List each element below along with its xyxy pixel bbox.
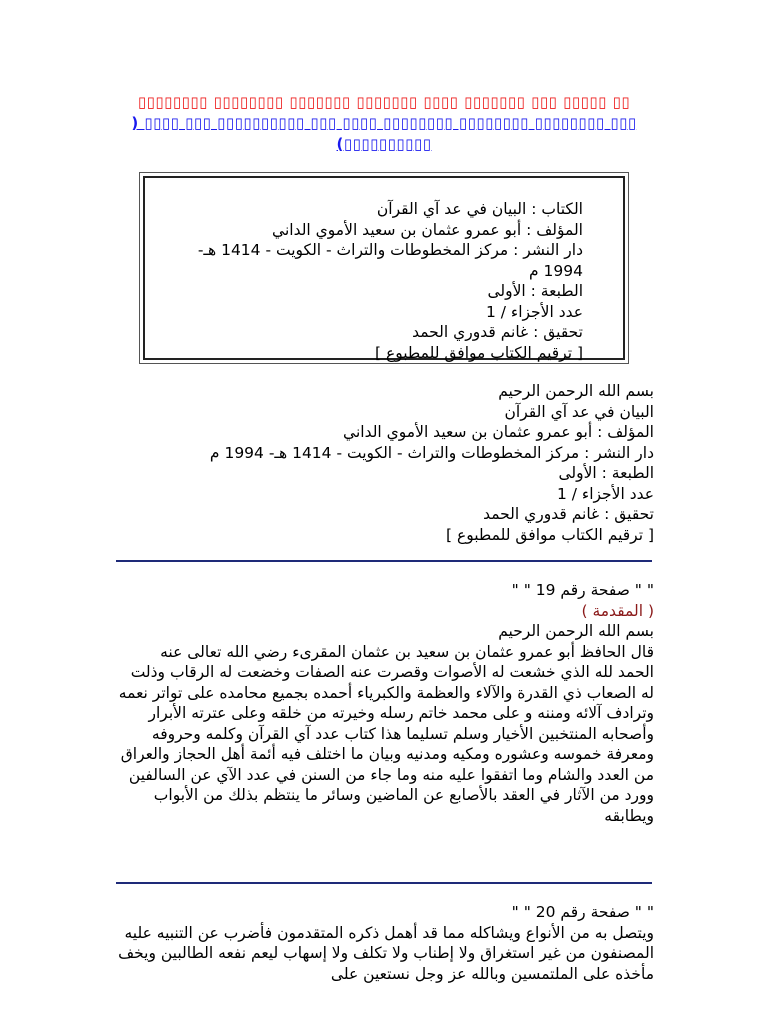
book-info-box xyxy=(139,172,629,364)
header-link-line-2[interactable]: (▯▯▯▯▯▯▯▯▯▯ xyxy=(336,135,432,153)
header-link-line-1[interactable]: ) ▯▯▯▯ ▯▯▯ ▯▯▯▯▯▯▯▯▯▯ ▯▯▯ ▯▯▯▯ ▯▯▯▯▯▯▯▯ ▯▯▯▯▯▯▯▯ ▯▯▯▯▯▯▯▯ ▯▯▯ xyxy=(131,114,637,132)
page-20-body: ويتصل به من الأنواع ويشاكله مما قد أهمل ذكره المتقدمون فأضرب عن التنبيه عليه المصنفون من غير استغراق ولا إطناب ولا تكلف ولا إسهاب ليعم نفعه الطالبين ويخف مأخذه على الملتمسين وبالله عز وجل نستعين على xyxy=(118,923,654,983)
intro-editor: تحقيق : غانم قدوري الحمد xyxy=(483,505,654,523)
intro-volumes: عدد الأجزاء / 1 xyxy=(556,484,654,503)
divider-2 xyxy=(116,882,652,884)
intro-block xyxy=(118,381,654,545)
info-volumes: عدد الأجزاء / 1 xyxy=(485,302,583,321)
page-19-basmala: بسم الله الرحمن الرحيم xyxy=(498,622,654,640)
page-20-block xyxy=(118,902,654,984)
info-publisher: دار النشر : مركز المخطوطات والتراث - الكويت - 1414 هـ- 1994 م xyxy=(197,241,583,280)
intro-author: المؤلف : أبو عمرو عثمان بن سعيد الأموي الداني xyxy=(343,423,654,441)
info-editor: تحقيق : غانم قدوري الحمد xyxy=(412,323,583,341)
info-edition: الطبعة : الأولى xyxy=(487,282,583,300)
divider-1 xyxy=(116,560,652,562)
intro-publisher: دار النشر : مركز المخطوطات والتراث - الكويت - 1414 هـ- 1994 م xyxy=(209,443,654,462)
page-19-body: الحمد لله الذي خشعت له الأصوات وقصرت عنه الصفات وخضعت له الرقاب وذلت له الصعاب ذي القدرة والآلاء والعظمة والكبرياء أحمده بجميع محامده على تواتر نعمه وترادف آلائه ومننه و على محمد خاتم رسله وخيرته من خلقه وعلى عترته الأبرار وأصحابه المنتخبين الأخيار وسلم تسليما هذا كتاب عدد آي القرآن وكلمه وحروفه ومعرفة خموسه وعشوره ومكيه ومدنيه وبيان ما اختلف فيه أئمة أهل الحجاز والعراق من العدد والشام وما اتفقوا عليه منه وما جاء من السنن في عدد الآي عن السالفين وورد من الآثار في العقد بالأصابع عن الماضين وسائر ما ينتظم بذلك من الأبواب ويطابقه xyxy=(118,663,654,825)
intro-title: البيان في عد آي القرآن xyxy=(504,402,654,421)
info-title: الكتاب : البيان في عد آي القرآن xyxy=(376,200,583,218)
page-marker-19: " " صفحة رقم 19 " " xyxy=(511,581,654,599)
page-header xyxy=(120,92,648,155)
page-marker-20: " " صفحة رقم 20 " " xyxy=(511,903,654,921)
header-title: ▯▯▯▯▯▯▯▯ ▯▯▯▯▯▯▯▯ ▯▯▯▯▯▯▯ ▯▯▯▯▯▯▯ ▯▯▯▯ ▯▯▯▯▯▯▯ ▯▯▯ ▯▯▯▯▯ ▯▯ xyxy=(137,93,631,111)
book-info-inner xyxy=(143,176,625,360)
intro-pagination-note: [ ترقيم الكتاب موافق للمطبوع ] xyxy=(446,525,654,544)
section-title-muqaddima: ( المقدمة ) xyxy=(581,601,654,620)
info-author: المؤلف : أبو عمرو عثمان بن سعيد الأموي الداني xyxy=(272,220,583,239)
page-19-block xyxy=(118,580,654,826)
intro-edition: الطبعة : الأولى xyxy=(558,464,654,482)
page-19-attribution: قال الحافظ أبو عمرو عثمان بن سعيد بن عثمان المقرىء رضي الله تعالى عنه xyxy=(160,642,654,661)
intro-basmala: بسم الله الرحمن الرحيم xyxy=(498,382,654,400)
info-pagination-note: [ ترقيم الكتاب موافق للمطبوع ] xyxy=(375,343,583,362)
